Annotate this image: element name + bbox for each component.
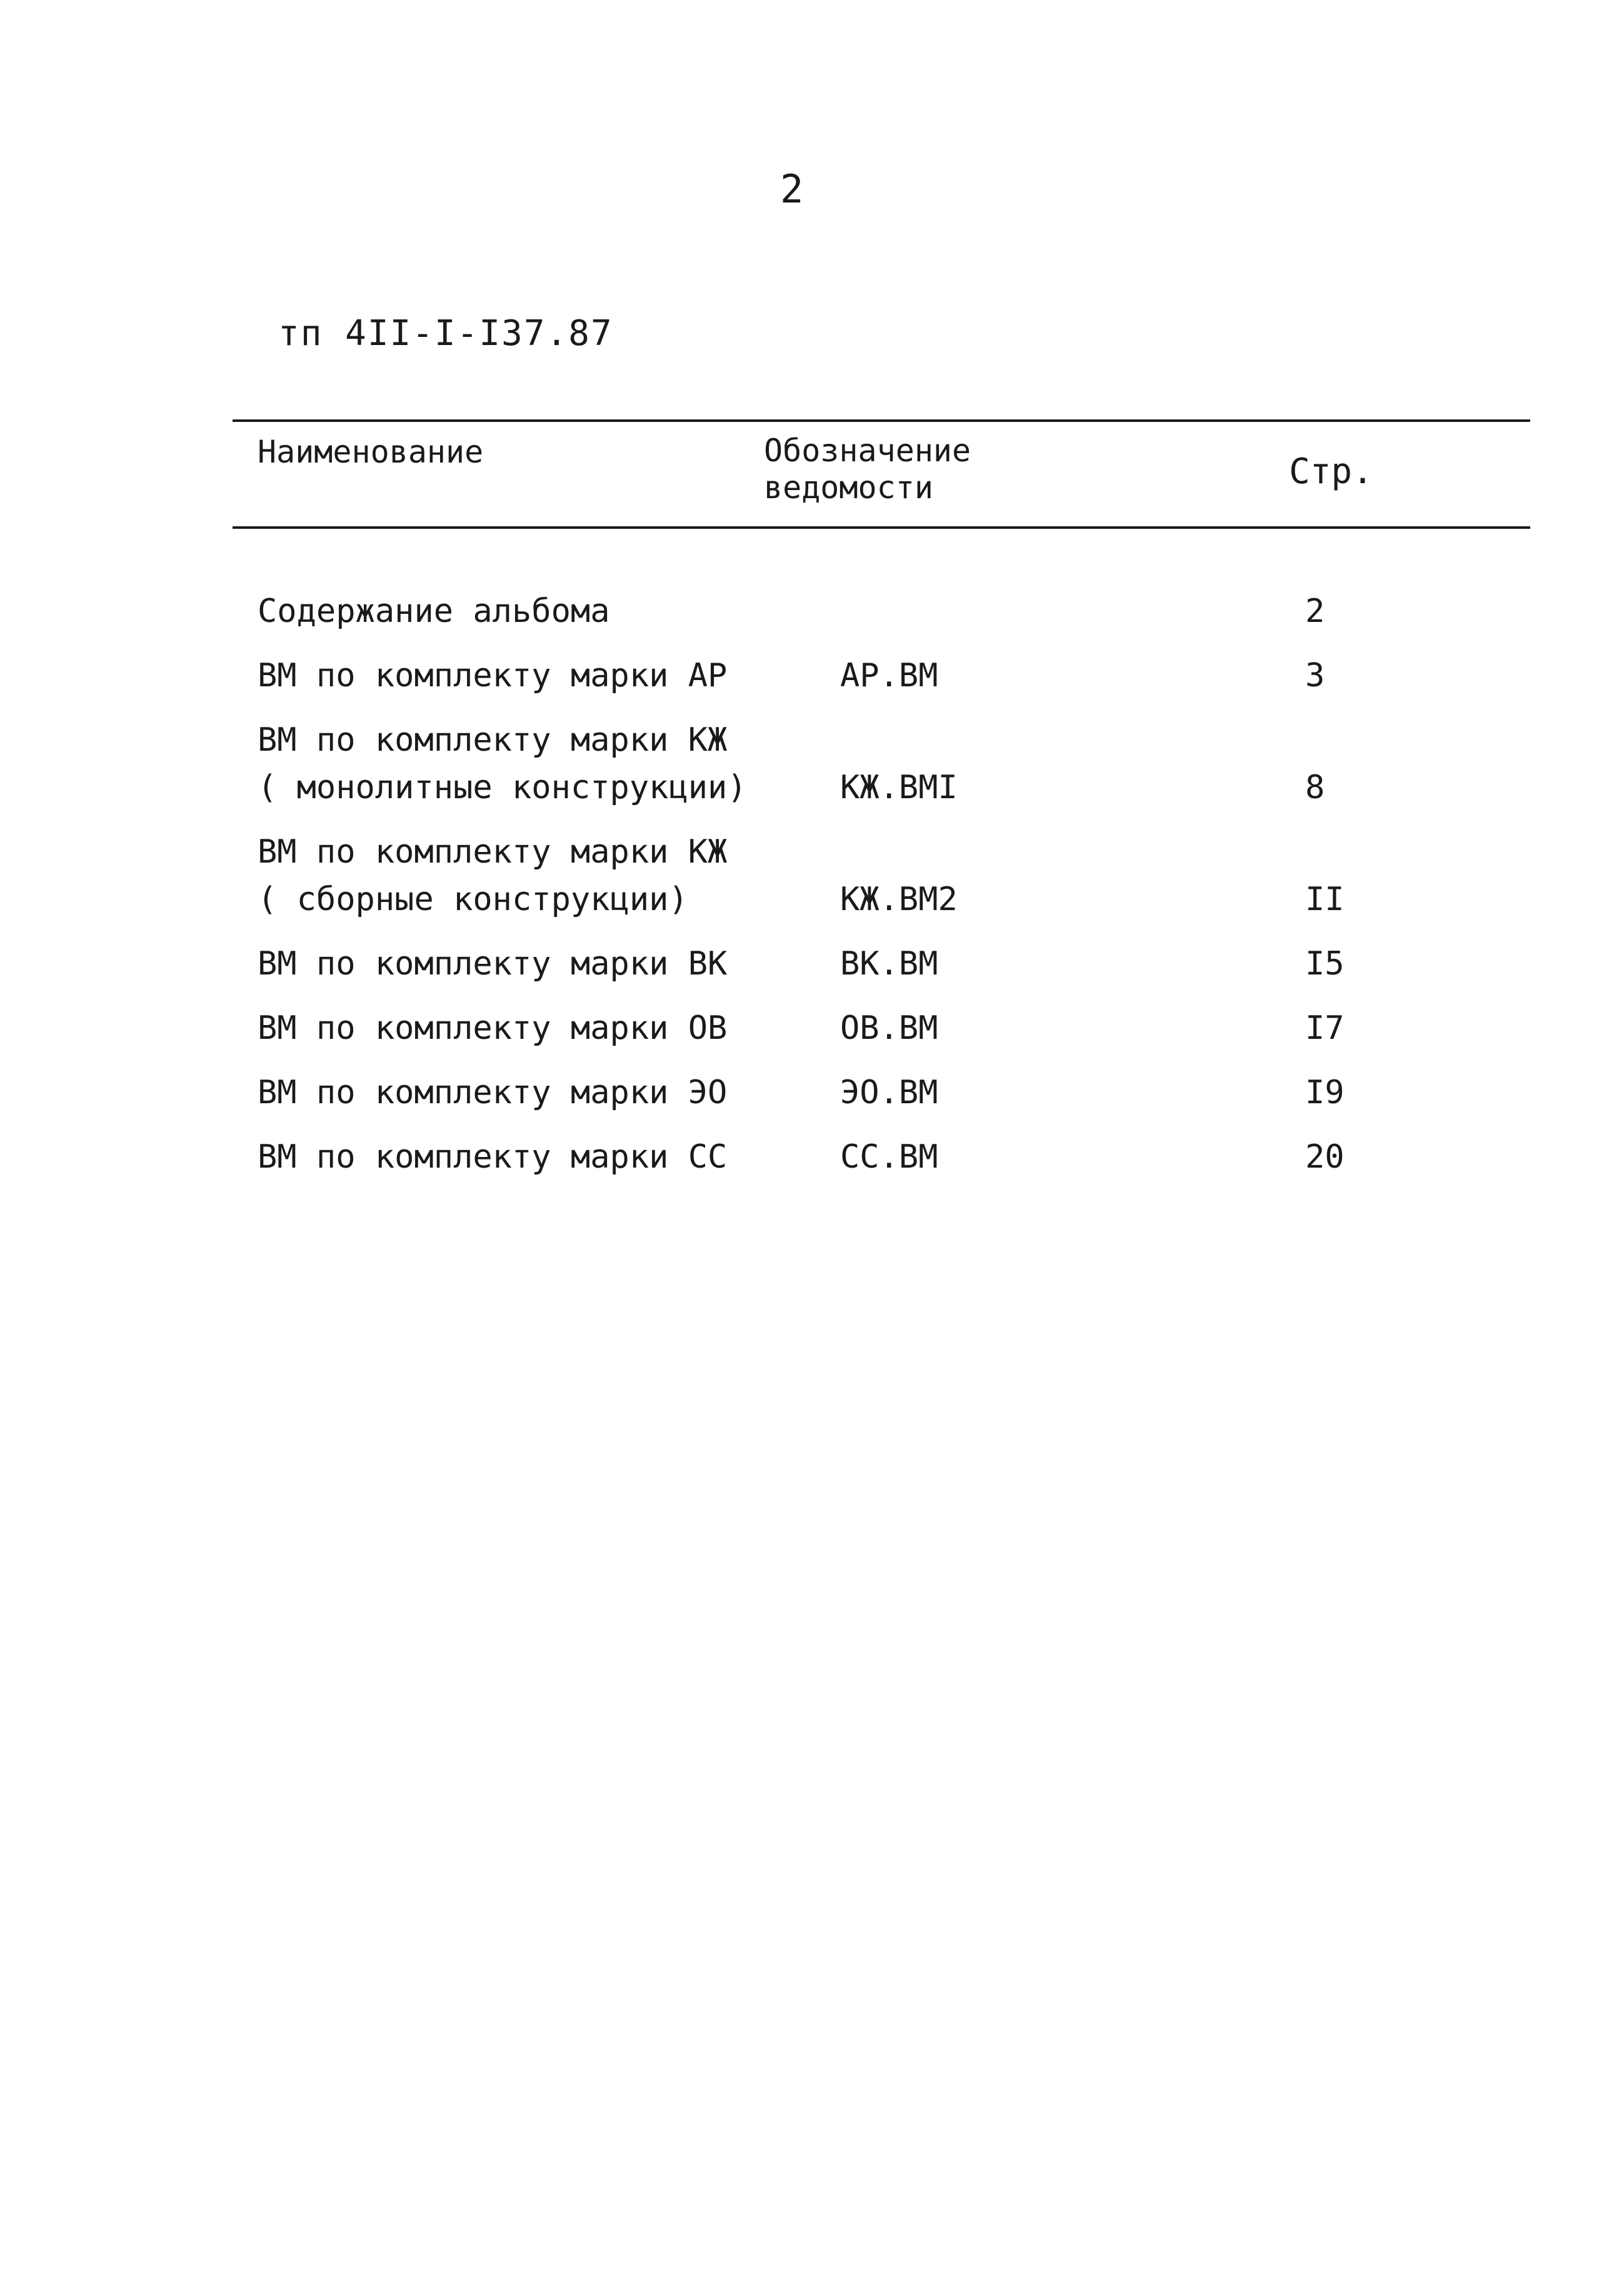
column-header-name: Наименование [258, 434, 484, 470]
row-designation: КЖ.ВМI [840, 769, 958, 806]
row-page: 3 [1305, 657, 1325, 694]
row-page: I5 [1305, 945, 1345, 983]
column-header-designation-line1: Обозначение [764, 433, 971, 469]
row-name: ВМ по комплекту марки СС [258, 1138, 728, 1176]
column-header-page: Стр. [1289, 451, 1373, 492]
row-page: 8 [1305, 769, 1325, 806]
row-page: I7 [1305, 1009, 1345, 1047]
column-header-designation [764, 433, 971, 506]
row-designation: ОВ.ВМ [840, 1009, 938, 1047]
row-designation: ВК.ВМ [840, 945, 938, 983]
row-designation: ЭО.ВМ [840, 1074, 938, 1111]
row-name: ВМ по комплекту марки АР [258, 657, 728, 694]
page-number: 2 [780, 166, 804, 212]
row-page: I9 [1305, 1074, 1345, 1111]
row-name: ВМ по комплекту марки ВК [258, 945, 728, 983]
row-name: ВМ по комплекту марки КЖ [258, 833, 728, 871]
column-header-designation-line2: ведомости [764, 469, 933, 506]
row-page: 2 [1305, 593, 1325, 630]
table-header-top-rule [233, 419, 1530, 422]
row-page: 20 [1305, 1138, 1345, 1176]
table-header-bottom-rule [233, 526, 1530, 529]
row-name: ( сборные конструкции) [258, 881, 688, 918]
row-name: ВМ по комплекту марки ОВ [258, 1009, 728, 1047]
row-name: ВМ по комплекту марки КЖ [258, 721, 728, 759]
document-code: тп 4II-I-I37.87 [278, 313, 613, 354]
row-name: ( монолитные конструкции) [258, 769, 747, 806]
row-designation: АР.ВМ [840, 657, 938, 694]
row-page: II [1305, 881, 1345, 918]
row-designation: КЖ.ВМ2 [840, 881, 958, 918]
row-designation: СС.ВМ [840, 1138, 938, 1176]
row-name: Содержание альбома [258, 593, 610, 630]
row-name: ВМ по комплекту марки ЭО [258, 1074, 728, 1111]
